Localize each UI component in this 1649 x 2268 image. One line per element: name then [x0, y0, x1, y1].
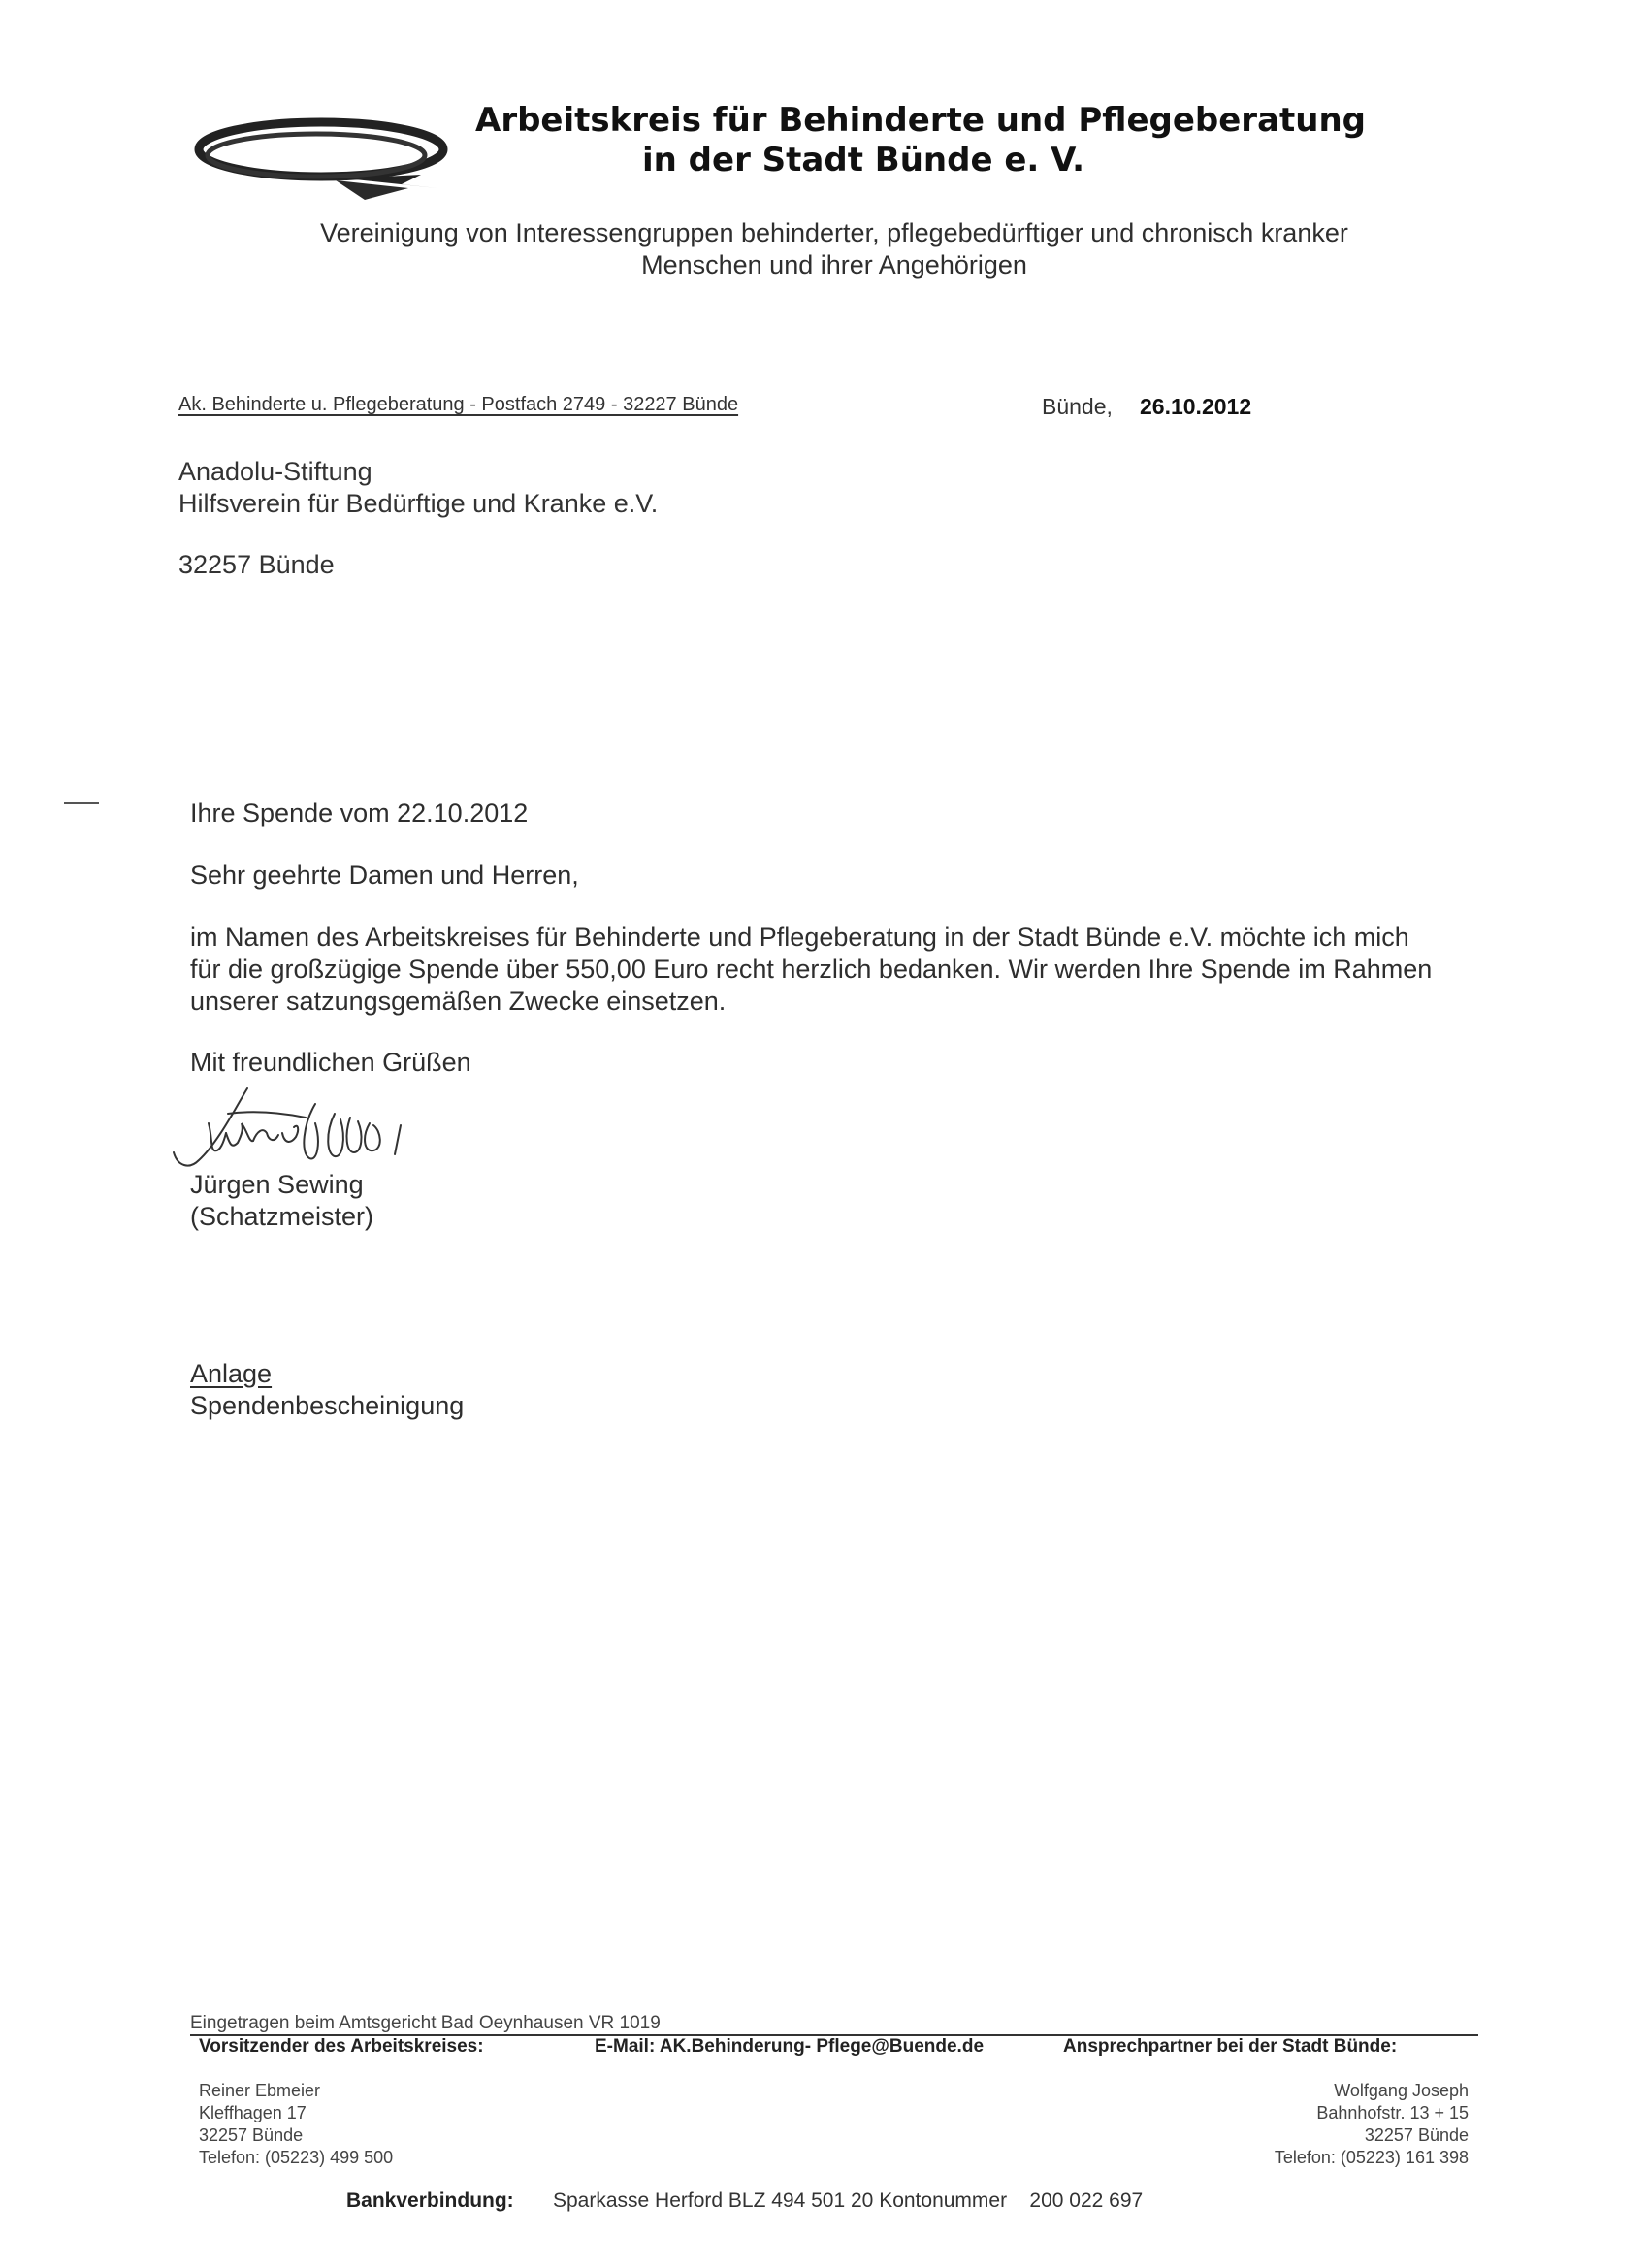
fold-mark: [64, 802, 99, 804]
org-name-line-1: Arbeitskreis für Behinderte und Pflegeberatung: [475, 101, 1367, 140]
letter-body: [190, 922, 1432, 1018]
contact-address: [1275, 2080, 1469, 2169]
recipient-line-1: Anadolu-Stiftung: [178, 457, 372, 486]
contact-street: Bahnhofstr. 13 + 15: [1316, 2103, 1469, 2122]
letter-date: 26.10.2012: [1140, 394, 1252, 419]
contact-heading: Ansprechpartner bei der Stadt Bünde:: [1063, 2036, 1398, 2057]
signer-role: (Schatzmeister): [190, 1202, 374, 1231]
tagline-line-2: Menschen und ihrer Angehörigen: [641, 250, 1027, 279]
tagline-line-1: Vereinigung von Interessengruppen behinderter, pflegebedürftiger und chronisch kranker: [320, 218, 1348, 247]
chair-street: Kleffhagen 17: [199, 2103, 307, 2122]
attachment-label: Anlage: [190, 1359, 273, 1388]
signer-name: Jürgen Sewing: [190, 1170, 364, 1199]
court-registration: Eingetragen beim Amtsgericht Bad Oeynhausen VR 1019: [190, 2013, 661, 2033]
letter-subject: Ihre Spende vom 22.10.2012: [190, 798, 529, 827]
recipient-address: [178, 456, 658, 581]
bank-details: Sparkasse Herford BLZ 494 501 20 Kontonummer 200 022 697: [553, 2189, 1144, 2212]
contact-name: Wolfgang Joseph: [1334, 2081, 1469, 2100]
chair-city: 32257 Bünde: [199, 2125, 304, 2145]
chair-phone: Telefon: (05223) 499 500: [199, 2148, 394, 2167]
attachment-item: Spendenbescheinigung: [190, 1391, 465, 1420]
organization-tagline: [252, 217, 1416, 281]
contact-phone: Telefon: (05223) 161 398: [1274, 2148, 1469, 2167]
contact-city: 32257 Bünde: [1364, 2125, 1469, 2145]
signer-block: [190, 1169, 373, 1233]
chair-heading: Vorsitzender des Arbeitskreises:: [199, 2036, 484, 2057]
chair-name: Reiner Ebmeier: [199, 2081, 321, 2100]
recipient-city: 32257 Bünde: [178, 550, 335, 579]
body-line-2: für die großzügige Spende über 550,00 Euro recht herzlich bedanken. Wir werden Ihre Spende im Rahmen: [190, 955, 1433, 984]
body-line-3: unserer satzungsgemäßen Zwecke einsetzen.: [190, 987, 727, 1016]
attachment-block: [190, 1358, 464, 1422]
recipient-line-2: Hilfsverein für Bedürftige und Kranke e.V.: [178, 489, 659, 518]
date-place: Bünde,: [1042, 394, 1113, 419]
bank-label: Bankverbindung:: [346, 2189, 514, 2212]
letter-salutation: Sehr geehrte Damen und Herren,: [190, 860, 579, 890]
chair-address: [199, 2080, 393, 2169]
org-name-line-2: in der Stadt Bünde e. V.: [641, 141, 1085, 179]
email-heading: E-Mail: AK.Behinderung- Pflege@Buende.de: [595, 2036, 985, 2057]
sender-return-address: Ak. Behinderte u. Pflegeberatung - Postfach 2749 - 32227 Bünde: [178, 394, 739, 415]
letter-closing: Mit freundlichen Grüßen: [190, 1048, 471, 1077]
organization-title: [475, 101, 1367, 180]
swirl-arrow-logo-icon: [190, 107, 452, 204]
body-line-1: im Namen des Arbeitskreises für Behinderte und Pflegeberatung in der Stadt Bünde e.V. möchte ich mich: [190, 923, 1409, 952]
